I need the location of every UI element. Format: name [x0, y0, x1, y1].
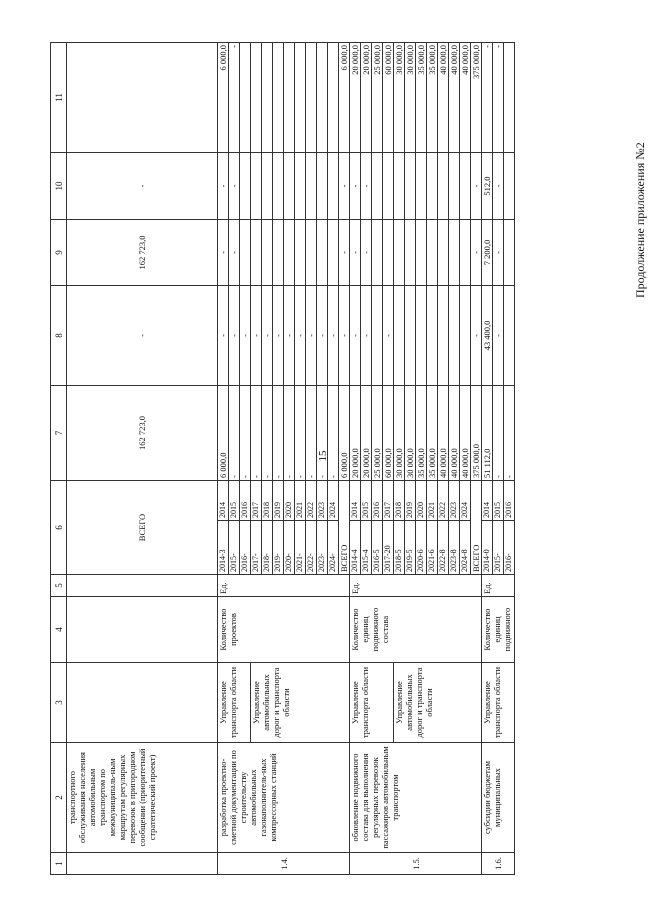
other-value: 375 000,0 — [471, 43, 482, 153]
total-value: - — [295, 386, 306, 481]
federal-value: 43 400,0 — [482, 286, 493, 386]
year-target: ВСЕГО — [471, 481, 482, 575]
executor-1: Управление транспорта области — [482, 663, 515, 743]
local-value: - — [229, 153, 240, 220]
other-value: 6 000,0 — [339, 43, 350, 153]
section-name: разработка проектно-сметной документации по строительству автомобильных газонаполнитель-ных компрессорных станций — [218, 743, 350, 853]
year-target: ВСЕГО — [339, 481, 350, 575]
local-value — [383, 153, 394, 220]
year: 2023 — [449, 481, 460, 521]
local-value — [240, 153, 251, 220]
header-cell: 9 — [51, 220, 67, 286]
regional-value — [328, 220, 339, 286]
year: 2021 — [295, 481, 306, 521]
section-name: обновление подвижного состава для выполнения регулярных перевозок пассажиров автомобильным транспортом — [350, 743, 482, 853]
header-cell: 5 — [51, 575, 67, 597]
header-cell: 6 — [51, 481, 67, 575]
federal-value: - — [339, 286, 350, 386]
header-cell: 2 — [51, 743, 67, 853]
federal-value: - — [471, 286, 482, 386]
year-target: 2018- — [262, 521, 273, 575]
section-number: 1.4. — [218, 853, 350, 875]
local-value: - — [350, 153, 361, 220]
regional-value — [405, 220, 416, 286]
local-value — [427, 153, 438, 220]
year-target: 2022- — [306, 521, 317, 575]
federal-value: - — [493, 286, 504, 386]
other-value: 30 000,0 — [405, 43, 416, 153]
year: 2015 — [361, 481, 372, 521]
federal-value — [394, 286, 405, 386]
regional-value — [460, 220, 471, 286]
year-target: 2018-5 — [394, 521, 405, 575]
local-value — [317, 153, 328, 220]
total-value: - — [273, 386, 284, 481]
indicator: Количество единиц подвижного состава — [350, 597, 482, 663]
year: 2024 — [328, 481, 339, 521]
other-value: 35 000,0 — [416, 43, 427, 153]
local-value — [460, 153, 471, 220]
regional-value: - — [361, 220, 372, 286]
regional-value — [504, 220, 515, 286]
intro-col8: - — [67, 286, 218, 386]
year: 2017 — [251, 481, 262, 521]
year: 2015 — [493, 481, 504, 521]
federal-value — [460, 286, 471, 386]
regional-value — [383, 220, 394, 286]
total-value: - — [493, 386, 504, 481]
intro-total-label: ВСЕГО — [67, 481, 218, 575]
regional-value — [427, 220, 438, 286]
year: 2019 — [405, 481, 416, 521]
year: 2020 — [284, 481, 295, 521]
regional-value — [284, 220, 295, 286]
other-value: 20 000,0 — [361, 43, 372, 153]
year-target: 2015- — [493, 521, 504, 575]
year-target: 2016-5 — [372, 521, 383, 575]
regional-value: - — [471, 220, 482, 286]
total-value: 6 000,0 — [218, 386, 229, 481]
total-value: 51 112,0 — [482, 386, 493, 481]
year-target: 2020- — [284, 521, 295, 575]
federal-value — [449, 286, 460, 386]
total-value: 40 000,0 — [438, 386, 449, 481]
federal-value: - — [284, 286, 295, 386]
local-value: - — [493, 153, 504, 220]
executor-1: Управление транспорта области — [350, 663, 394, 743]
regional-value — [306, 220, 317, 286]
total-value: 35 000,0 — [427, 386, 438, 481]
federal-value: - — [240, 286, 251, 386]
local-value: - — [218, 153, 229, 220]
section-number: 1.5. — [350, 853, 482, 875]
total-value: 20 000,0 — [350, 386, 361, 481]
unit: Ед. — [482, 575, 515, 597]
local-value: - — [471, 153, 482, 220]
header-cell: 7 — [51, 386, 67, 481]
regional-value — [449, 220, 460, 286]
executor-1: Управление транспорта области — [218, 663, 251, 743]
federal-value: - — [295, 286, 306, 386]
federal-value — [504, 286, 515, 386]
year: 2019 — [273, 481, 284, 521]
other-value: 25 000,0 — [372, 43, 383, 153]
other-value — [240, 43, 251, 153]
year-target: 2015- — [229, 521, 240, 575]
local-value — [262, 153, 273, 220]
year-target: 2014-3 — [218, 521, 229, 575]
year-target: 2015-4 — [361, 521, 372, 575]
regional-value: - — [339, 220, 350, 286]
local-value — [405, 153, 416, 220]
regional-value: - — [493, 220, 504, 286]
regional-value — [416, 220, 427, 286]
s15-row — [350, 43, 361, 875]
other-value — [262, 43, 273, 153]
regional-value — [394, 220, 405, 286]
federal-value: - — [350, 286, 361, 386]
federal-value: - — [361, 286, 372, 386]
local-value — [449, 153, 460, 220]
year-target: 2023- — [317, 521, 328, 575]
intro-unit — [67, 575, 218, 597]
local-value — [394, 153, 405, 220]
rotated-table-container — [50, 15, 635, 875]
intro-num — [67, 853, 218, 875]
year: 2018 — [262, 481, 273, 521]
indicator: Количество единиц подвижного — [482, 597, 515, 663]
total-value: 40 000,0 — [449, 386, 460, 481]
local-value: - — [339, 153, 350, 220]
section-number: 1.6. — [482, 853, 515, 875]
regional-value — [317, 220, 328, 286]
regional-value — [372, 220, 383, 286]
intro-col7: 162 723,0 — [67, 386, 218, 481]
local-value — [273, 153, 284, 220]
other-value: 40 000,0 — [438, 43, 449, 153]
table-body — [51, 43, 515, 875]
federal-value: - — [328, 286, 339, 386]
header-cell: 4 — [51, 597, 67, 663]
federal-value: - — [383, 286, 394, 386]
header-cell: 11 — [51, 43, 67, 153]
other-value: 40 000,0 — [449, 43, 460, 153]
federal-value — [438, 286, 449, 386]
year-target: 2019-5 — [405, 521, 416, 575]
regional-value — [273, 220, 284, 286]
header-cell: 3 — [51, 663, 67, 743]
total-value: - — [306, 386, 317, 481]
federal-value: - — [273, 286, 284, 386]
federal-value: - — [251, 286, 262, 386]
year-target: 2014-4 — [350, 521, 361, 575]
year-target: 2022-8 — [438, 521, 449, 575]
total-value: 40 000,0 — [460, 386, 471, 481]
s16-row — [482, 43, 493, 875]
intro-exec — [67, 663, 218, 743]
total-value: - — [317, 386, 328, 481]
header-cell: 10 — [51, 153, 67, 220]
year: 2014 — [350, 481, 361, 521]
regional-value: 7 200,0 — [482, 220, 493, 286]
federal-value: - — [218, 286, 229, 386]
total-value: - — [262, 386, 273, 481]
total-value: 60 000,0 — [383, 386, 394, 481]
total-value: - — [240, 386, 251, 481]
year: 2017 — [383, 481, 394, 521]
other-value: - — [482, 43, 493, 153]
program-table — [50, 42, 515, 875]
other-value: 30 000,0 — [394, 43, 405, 153]
other-value: - — [493, 43, 504, 153]
year-target: 2020-6 — [416, 521, 427, 575]
unit: Ед. — [218, 575, 350, 597]
total-value: 35 000,0 — [416, 386, 427, 481]
intro-indicator — [67, 597, 218, 663]
year-target: 2024-8 — [460, 521, 471, 575]
federal-value — [372, 286, 383, 386]
federal-value — [405, 286, 416, 386]
other-value — [251, 43, 262, 153]
federal-value: - — [262, 286, 273, 386]
total-value: 6 000,0 — [339, 386, 350, 481]
year: 2018 — [394, 481, 405, 521]
year-target: 2021- — [295, 521, 306, 575]
total-value: - — [284, 386, 295, 481]
total-value: - — [504, 386, 515, 481]
regional-value: - — [229, 220, 240, 286]
regional-value — [240, 220, 251, 286]
federal-value: - — [229, 286, 240, 386]
year: 2014 — [218, 481, 229, 521]
header-cell: 8 — [51, 286, 67, 386]
other-value — [328, 43, 339, 153]
federal-value: - — [306, 286, 317, 386]
year-target: 2017- — [251, 521, 262, 575]
other-value — [273, 43, 284, 153]
other-value — [504, 43, 515, 153]
total-value: 25 000,0 — [372, 386, 383, 481]
other-value: 6 000,0 — [218, 43, 229, 153]
intro-col9: 162 723,0 — [67, 220, 218, 286]
other-value — [295, 43, 306, 153]
regional-value: - — [218, 220, 229, 286]
year: 2015 — [229, 481, 240, 521]
total-value: - — [328, 386, 339, 481]
local-value — [438, 153, 449, 220]
intro-name: транспортного обслуживания населения автомобильным транспортом по межмуниципаль-ным маршрутам регулярных перевозок в пригородном сообщении (приоритетный стратегический проект) — [67, 743, 218, 853]
regional-value — [262, 220, 273, 286]
header-row — [51, 43, 67, 875]
year: 2014 — [482, 481, 493, 521]
year: 2016 — [504, 481, 515, 521]
year: 2016 — [372, 481, 383, 521]
header-cell: 1 — [51, 853, 67, 875]
local-value: - — [361, 153, 372, 220]
year: 2024 — [460, 481, 471, 521]
local-value — [284, 153, 295, 220]
page-number: 15 — [317, 450, 329, 462]
year: 2022 — [438, 481, 449, 521]
local-value — [328, 153, 339, 220]
continuation-title: Продолжение приложения №2 — [633, 142, 647, 298]
local-value — [295, 153, 306, 220]
executor-2: Управление автомобильных дорог и транспорта области — [394, 663, 482, 743]
total-value: - — [251, 386, 262, 481]
year-target: 2019- — [273, 521, 284, 575]
regional-value — [251, 220, 262, 286]
executor-2: Управление автомобильных дорог и транспорта области — [251, 663, 350, 743]
year-target: 2017-20 — [383, 521, 394, 575]
total-value: 30 000,0 — [405, 386, 416, 481]
local-value — [504, 153, 515, 220]
federal-value: - — [317, 286, 328, 386]
intro-row — [67, 43, 218, 875]
year-target: 2023-8 — [449, 521, 460, 575]
other-value: 20 000,0 — [350, 43, 361, 153]
total-value: 375 000,0 — [471, 386, 482, 481]
other-value: 35 000,0 — [427, 43, 438, 153]
intro-col11 — [67, 43, 218, 153]
total-value: - — [229, 386, 240, 481]
other-value — [317, 43, 328, 153]
local-value — [251, 153, 262, 220]
local-value — [416, 153, 427, 220]
year-target: 2021-6 — [427, 521, 438, 575]
year: 2016 — [240, 481, 251, 521]
local-value — [306, 153, 317, 220]
total-value: 30 000,0 — [394, 386, 405, 481]
other-value: 60 000,0 — [383, 43, 394, 153]
year-target: 2024- — [328, 521, 339, 575]
section-name: субсидии бюджетам муниципальных — [482, 743, 515, 853]
regional-value: - — [350, 220, 361, 286]
year-target: 2014-0 — [482, 521, 493, 575]
year-target: 2016- — [504, 521, 515, 575]
other-value — [284, 43, 295, 153]
unit: Ед. — [350, 575, 482, 597]
indicator: Количество проектов — [218, 597, 350, 663]
other-value — [306, 43, 317, 153]
local-value — [372, 153, 383, 220]
other-value: 40 000,0 — [460, 43, 471, 153]
year: 2023 — [317, 481, 328, 521]
year: 2021 — [427, 481, 438, 521]
regional-value — [295, 220, 306, 286]
intro-col10: - — [67, 153, 218, 220]
year-target: 2016- — [240, 521, 251, 575]
federal-value — [416, 286, 427, 386]
year: 2022 — [306, 481, 317, 521]
federal-value — [427, 286, 438, 386]
regional-value — [438, 220, 449, 286]
total-value: 20 000,0 — [361, 386, 372, 481]
local-value: 512,0 — [482, 153, 493, 220]
s14-row — [218, 43, 229, 875]
other-value: - — [229, 43, 240, 153]
year: 2020 — [416, 481, 427, 521]
